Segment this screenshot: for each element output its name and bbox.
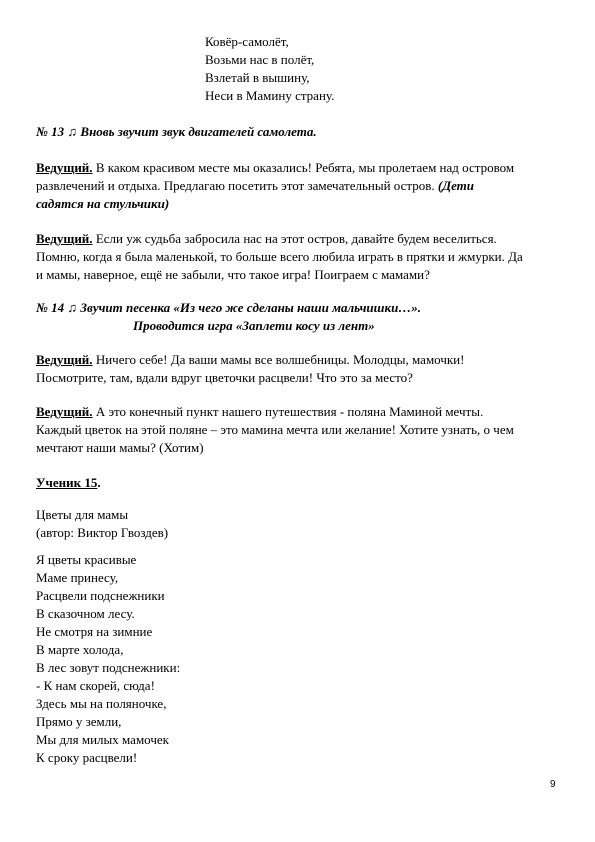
poem-line: Неси в Мамину страну.	[205, 88, 335, 103]
paragraph-host-3	[36, 351, 562, 387]
poem-line: Мы для милых мамочек	[36, 732, 169, 747]
stage-direction: садятся на стульчики)	[36, 196, 170, 211]
paragraph-text: А это конечный пункт нашего путешествия - поляна Маминой мечты.	[92, 404, 484, 419]
poem-kover-samolet	[205, 33, 595, 105]
cue-13-text: № 13 ♫ Вновь звучит звук двигателей самолета.	[36, 124, 317, 139]
paragraph-text: Помню, когда я была маленькой, то больше всего любила играть в прятки и жмурки. Да	[36, 249, 523, 264]
poem-author: (автор: Виктор Гвоздев)	[36, 525, 169, 540]
poem-title-block	[36, 506, 562, 542]
paragraph-text: Посмотрите, там, вдали вдруг цветочки расцвели! Что это за место?	[36, 370, 413, 385]
paragraph-text: Ничего себе! Да ваши мамы все волшебницы. Молодцы, мамочки!	[92, 352, 465, 367]
poem-line: Ковёр-самолёт,	[205, 34, 289, 49]
poem-title: Цветы для мамы	[36, 507, 129, 522]
paragraph-host-2	[36, 230, 562, 284]
stage-direction: (Дети	[437, 178, 475, 193]
student-label-dot: .	[97, 475, 101, 490]
poem-line: Я цветы красивые	[36, 552, 137, 567]
poem-line: В марте холода,	[36, 642, 124, 657]
paragraph-text: мечтают наши мамы? (Хотим)	[36, 440, 204, 455]
poem-line: Маме принесу,	[36, 570, 119, 585]
poem-line: Здесь мы на поляночке,	[36, 696, 167, 711]
paragraph-text: развлечений и отдыха. Предлагаю посетить этот замечательный остров.	[36, 178, 438, 193]
cue-14	[36, 299, 562, 335]
paragraph-text: В каком красивом месте мы оказались! Ребята, мы пролетаем над островом	[92, 160, 515, 175]
poem-line: Прямо у земли,	[36, 714, 122, 729]
speaker-label: Ведущий.	[36, 231, 93, 246]
paragraph-text: Если уж судьба забросила нас на этот остров, давайте будем веселиться.	[92, 231, 497, 246]
poem-line: В сказочном лесу.	[36, 606, 135, 621]
poem-line: Возьми нас в полёт,	[205, 52, 315, 67]
paragraph-text: и мамы, наверное, ещё не забыли, что такое игра! Поиграем с мамами?	[36, 267, 430, 282]
student-heading	[36, 474, 562, 492]
cue-14-text: № 14 ♫ Звучит песенка «Из чего же сделаны наши мальчишки…».	[36, 300, 422, 315]
poem-line: Взлетай в вышину,	[205, 70, 310, 85]
paragraph-text: Каждый цветок на этой поляне – это мамина мечта или желание! Хотите узнать, о чем	[36, 422, 514, 437]
speaker-label: Ведущий.	[36, 160, 93, 175]
poem-line: Расцвели подснежники	[36, 588, 165, 603]
paragraph-host-1	[36, 159, 562, 213]
poem-line: - К нам скорей, сюда!	[36, 678, 155, 693]
student-label: Ученик 15	[36, 475, 98, 490]
cue-13	[36, 123, 562, 141]
poem-flowers	[36, 551, 562, 767]
game-title: Проводится игра «Заплети косу из лент»	[133, 318, 375, 333]
poem-line: К сроку расцвели!	[36, 750, 138, 765]
speaker-label: Ведущий.	[36, 352, 93, 367]
paragraph-host-4	[36, 403, 562, 457]
poem-line: Не смотря на зимние	[36, 624, 153, 639]
page-number: 9	[550, 779, 556, 790]
speaker-label: Ведущий.	[36, 404, 93, 419]
poem-line: В лес зовут подснежники:	[36, 660, 181, 675]
